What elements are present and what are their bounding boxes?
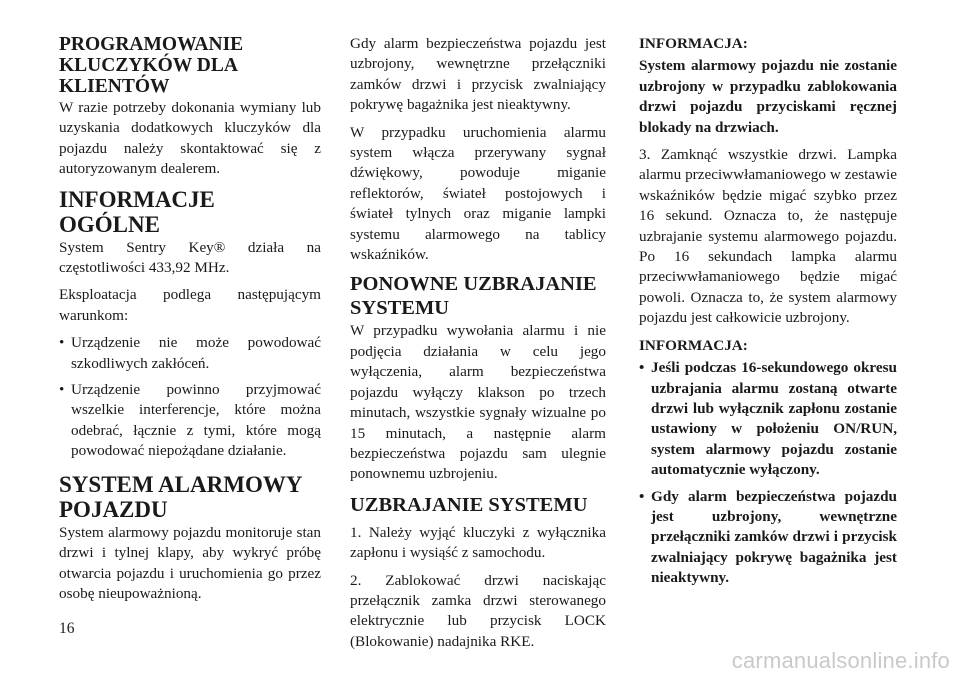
- page-number: 16: [59, 620, 75, 637]
- heading-alarm-system: SYSTEM ALARMOWY POJAZDU: [59, 471, 302, 522]
- column-left: [59, 34, 321, 611]
- paragraph-conditions: Eksploatacja podlega następującym warunkom:: [59, 286, 321, 324]
- paragraph-alarm-system: System alarmowy pojazdu monitoruje stan drzwi i tylnej klapy, aby wykryć próbę otwarcia pojazdu i uruchomienia go przez osobę nieupoważnioną.: [59, 523, 321, 602]
- paragraph-alarm-triggered: W przypadku uruchomienia alarmu system włącza przerywany sygnał dźwiękowy, powoduje miganie reflektorów, świateł postojowych i świateł tylnych oraz miganie lampki systemu alarmowego na tablicy wskaźników.: [350, 123, 606, 264]
- heading-rearming: PONOWNE UZBRAJANIE SYSTEMU: [350, 273, 597, 320]
- paragraph-key-programming: W razie potrzeby dokonania wymiany lub uzyskania dodatkowych kluczyków dla pojazdu należy skontaktować się z autoryzowanym dealerem.: [59, 99, 321, 178]
- paragraph-rearming: W przypadku wywołania alarmu i nie podjęcia działania w celu jego wyłączenia, alarm bezpieczeństwa pojazdu wyłączy klakson po trzech minutach, wszystkie sygnały wizualne po 15 minutach, a następnie alarm bezpieczeństwa pojazdu sam ulegnie ponownemu uzbrojeniu.: [350, 322, 606, 483]
- heading-key-programming: PROGRAMOWANIE KLUCZYKÓW DLA KLIENTÓW: [59, 34, 244, 97]
- list-item: • Jeśli podczas 16-sekundowego okresu uzbrajania alarmu zostaną otwarte drzwi lub wyłącznik zapłonu zostanie ustawiony w położeniu ON/RUN, system alarmowy pojazdu zostanie automatycznie wyłączony.: [639, 358, 897, 480]
- conditions-list: [59, 333, 321, 461]
- heading-arming: UZBRAJANIE SYSTEMU: [350, 493, 588, 516]
- list-item: • Gdy alarm bezpieczeństwa pojazdu jest uzbrojony, wewnętrzne przełączniki zamków drzwi i przycisk zwalniający pokrywę bagażnika jest nieaktywny.: [639, 487, 897, 589]
- note-list: [639, 358, 897, 588]
- list-item: • Urządzenie nie może powodować szkodliwych zakłóceń.: [59, 333, 321, 374]
- paragraph-step-2: 2. Zablokować drzwi naciskając przełącznik zamka drzwi sterowanego elektrycznie lub przycisk LOCK (Blokowanie) nadajnika RKE.: [350, 571, 606, 650]
- paragraph-step-3: 3. Zamknąć wszystkie drzwi. Lampka alarmu przeciwwłamaniowego w zestawie wskaźników będzie migać szybko przez 16 sekund. Oznacza to, że następuje uzbrajanie systemu alarmowego pojazdu. Po 16 sekundach lampka alarmu przeciwwłamaniowego będzie migać powoli. Oznacza to, że system alarmowy pojazdu jest całkowicie uzbrojony.: [639, 146, 897, 327]
- note-manual-lock: System alarmowy pojazdu nie zostanie uzbrojony w przypadku zablokowania drzwi pojazdu przyciskami ręcznej blokady na drzwiach.: [639, 57, 897, 136]
- paragraph-frequency: System Sentry Key® działa na częstotliwości 433,92 MHz.: [59, 238, 321, 277]
- paragraph-step-1: 1. Należy wyjąć kluczyki z wyłącznika zapłonu i wysiąść z samochodu.: [350, 523, 606, 562]
- heading-general-info: INFORMACJE OGÓLNE: [59, 186, 215, 237]
- column-right: [639, 34, 897, 595]
- note-heading: INFORMACJA:: [639, 336, 748, 354]
- list-item: • Urządzenie powinno przyjmować wszelkie interferencje, które można odebrać, łącznie z tymi, które mogą powodować niepożądane działanie.: [59, 380, 321, 462]
- column-middle: [350, 34, 606, 659]
- watermark: carmanualsonline.info: [731, 648, 950, 673]
- note-heading: INFORMACJA:: [639, 35, 748, 52]
- paragraph-armed-switches: Gdy alarm bezpieczeństwa pojazdu jest uzbrojony, wewnętrzne przełączniki zamków drzwi i przycisk zwalniający pokrywę bagażnika jest nieaktywny.: [350, 35, 606, 114]
